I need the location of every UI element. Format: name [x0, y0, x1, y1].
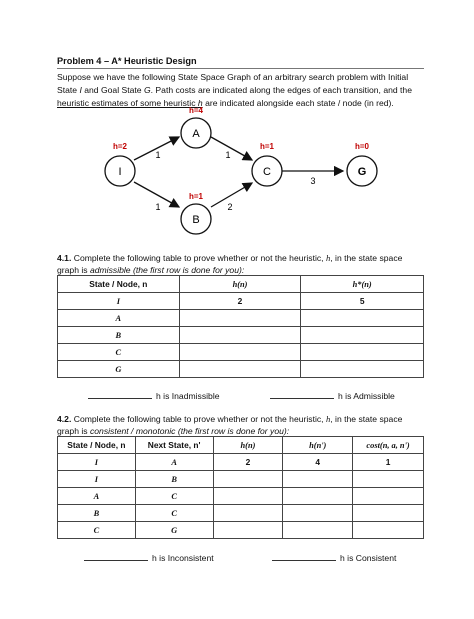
table-row	[58, 454, 424, 471]
answer-consistent[interactable]	[272, 552, 396, 563]
answer-blank[interactable]	[270, 390, 334, 399]
intro-text: State	[57, 85, 80, 95]
question-text: graph is	[57, 426, 90, 436]
column-header: State / Node, n	[58, 276, 180, 293]
node-label-c: C	[263, 166, 271, 178]
question-text: Complete the following table to prove whether or not the heuristic,	[71, 253, 326, 263]
answer-label: h is Consistent	[340, 553, 397, 563]
intro-text: and Goal State	[81, 85, 144, 95]
question-text: Complete the following table to prove whether or not the heuristic,	[71, 414, 326, 424]
intro-underlined-text: heuristic estimates of some heuristic	[57, 98, 198, 108]
h-star-value-cell[interactable]	[301, 344, 424, 361]
h-n-prime-cell[interactable]	[283, 488, 353, 505]
question-text: , in the state space	[330, 253, 403, 263]
column-header: h(n')	[283, 437, 353, 454]
table-row	[58, 344, 424, 361]
h-value-cell[interactable]	[179, 361, 301, 378]
next-state-cell: C	[135, 505, 213, 522]
intro-heuristic-symbol: h	[197, 98, 203, 108]
column-header: Next State, n'	[135, 437, 213, 454]
problem-title: Problem 4 – A* Heuristic Design	[57, 56, 197, 66]
intro-text: are indicated alongside each state / node (in red).	[202, 98, 394, 108]
answer-label: h is Inconsistent	[152, 553, 214, 563]
column-header: h*(n)	[301, 276, 424, 293]
consistency-table	[57, 436, 424, 539]
h-n-prime-cell[interactable]	[283, 505, 353, 522]
h-star-value-cell[interactable]: 5	[301, 293, 424, 310]
h-n-prime-cell[interactable]	[283, 471, 353, 488]
h-value-cell[interactable]: 2	[179, 293, 301, 310]
heuristic-label-i: h=2	[112, 142, 128, 151]
heuristic-symbol: h	[325, 414, 331, 424]
node-label-i: I	[118, 166, 122, 178]
node-cell: I	[58, 454, 136, 471]
cost-cell[interactable]: 1	[353, 454, 424, 471]
node-cell: A	[58, 488, 136, 505]
node-cell: A	[58, 310, 180, 327]
table-header-row	[58, 437, 424, 454]
column-header: State / Node, n	[58, 437, 136, 454]
h-star-value-cell[interactable]	[301, 327, 424, 344]
question-instruction: admissible (the first row is done for you):	[89, 265, 245, 275]
node-label-a: A	[192, 128, 200, 140]
node-cell: B	[58, 505, 136, 522]
question-instruction: consistent / monotonic (the first row is done for you):	[89, 426, 290, 436]
next-state-cell: G	[135, 522, 213, 539]
intro-line-1: Suppose we have the following State Space Graph of an arbitrary search problem with Initial	[57, 72, 409, 82]
state-space-graph	[0, 0, 474, 250]
question-text: graph is	[57, 265, 90, 275]
h-n-prime-cell[interactable]: 4	[283, 454, 353, 471]
h-n-cell[interactable]: 2	[213, 454, 283, 471]
question-4-2-text	[57, 413, 427, 437]
column-header: h(n)	[179, 276, 301, 293]
h-n-prime-cell[interactable]	[283, 522, 353, 539]
table-row	[58, 471, 424, 488]
next-state-cell: B	[135, 471, 213, 488]
table-row	[58, 505, 424, 522]
question-4-1-text	[57, 252, 427, 276]
answer-blank[interactable]	[272, 552, 336, 561]
table-row	[58, 310, 424, 327]
node-cell: I	[58, 471, 136, 488]
column-header: h(n)	[213, 437, 283, 454]
next-state-cell: C	[135, 488, 213, 505]
cost-cell[interactable]	[353, 505, 424, 522]
table-row	[58, 488, 424, 505]
answer-label: h is Admissible	[338, 391, 395, 401]
h-value-cell[interactable]	[179, 344, 301, 361]
cost-cell[interactable]	[353, 488, 424, 505]
h-star-value-cell[interactable]	[301, 310, 424, 327]
h-n-cell[interactable]	[213, 522, 283, 539]
edge-cost-i-a: 1	[155, 150, 161, 160]
heuristic-label-b: h=1	[188, 192, 204, 201]
edge-cost-b-c: 2	[227, 202, 233, 212]
table-row	[58, 327, 424, 344]
intro-goal-state: G	[143, 85, 151, 95]
question-number: 4.2.	[57, 414, 72, 424]
answer-admissible[interactable]	[270, 390, 395, 401]
h-value-cell[interactable]	[179, 327, 301, 344]
node-cell: C	[58, 522, 136, 539]
question-4-2-line-1	[57, 413, 427, 425]
next-state-cell: A	[135, 454, 213, 471]
cost-cell[interactable]	[353, 471, 424, 488]
edge-a-c	[211, 137, 252, 160]
intro-initial-state: I	[79, 85, 82, 95]
node-cell: G	[58, 361, 180, 378]
heuristic-label-a: h=4	[188, 106, 204, 115]
answer-inadmissible[interactable]	[88, 390, 220, 401]
heuristic-label-g: h=0	[354, 142, 370, 151]
h-value-cell[interactable]	[179, 310, 301, 327]
node-cell: C	[58, 344, 180, 361]
answer-blank[interactable]	[84, 552, 148, 561]
edge-cost-c-g: 3	[310, 176, 316, 186]
answer-label: h is Inadmissible	[156, 391, 220, 401]
table-row	[58, 293, 424, 310]
intro-text: . Path costs are indicated along the edges of each transition, and the	[150, 85, 412, 95]
h-star-value-cell[interactable]	[301, 361, 424, 378]
h-n-cell[interactable]	[213, 488, 283, 505]
h-n-cell[interactable]	[213, 471, 283, 488]
table-header-row	[58, 276, 424, 293]
node-cell: B	[58, 327, 180, 344]
question-text: , in the state space	[330, 414, 403, 424]
table-row	[58, 361, 424, 378]
cost-cell[interactable]	[353, 522, 424, 539]
column-header: cost(n, a, n')	[353, 437, 424, 454]
heuristic-symbol: h	[325, 253, 331, 263]
answer-blank[interactable]	[88, 390, 152, 399]
h-n-cell[interactable]	[213, 505, 283, 522]
edge-cost-a-c: 1	[225, 150, 231, 160]
node-label-b: B	[192, 214, 200, 226]
table-row	[58, 522, 424, 539]
answer-inconsistent[interactable]	[84, 552, 214, 563]
node-cell: I	[58, 293, 180, 310]
edge-cost-i-b: 1	[155, 202, 161, 212]
question-4-1-line-1	[57, 252, 427, 264]
node-label-g: G	[357, 166, 367, 178]
admissibility-table	[57, 275, 424, 378]
heuristic-label-c: h=1	[259, 142, 275, 151]
question-number: 4.1.	[57, 253, 72, 263]
